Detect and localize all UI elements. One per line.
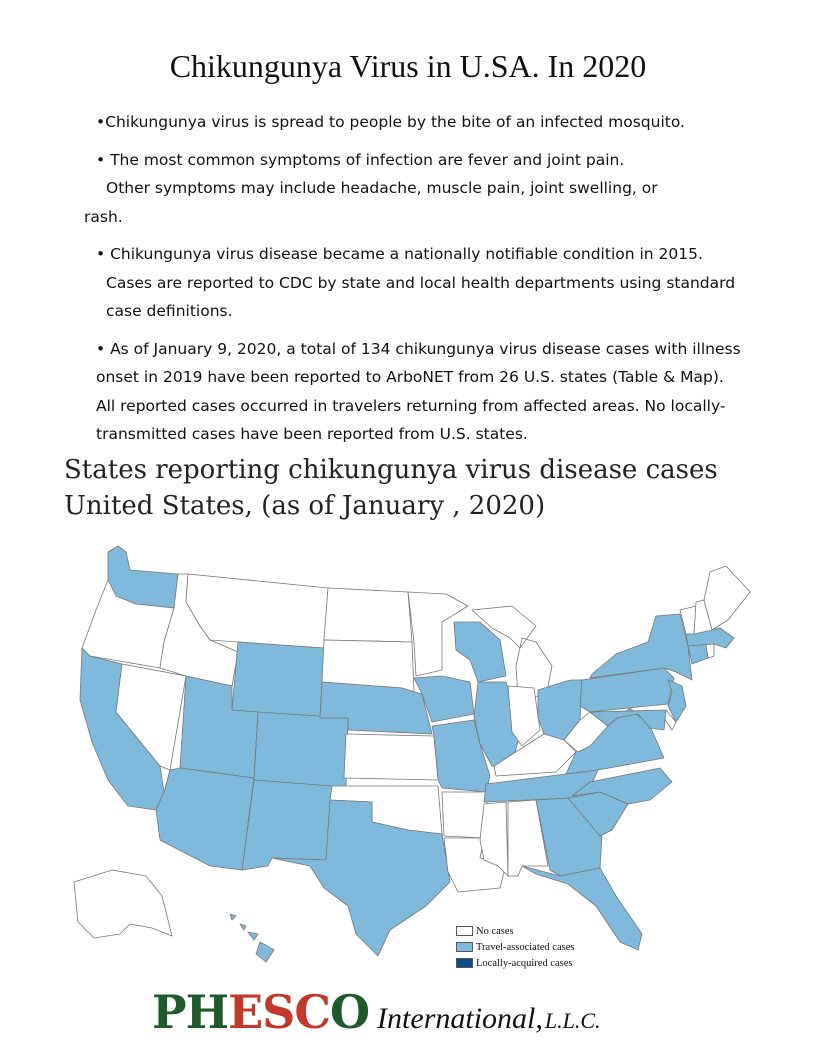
state-montana xyxy=(186,574,328,648)
bullet-line: Other symptoms may include headache, muscle pain, joint swelling, or xyxy=(106,179,658,197)
bullet-item xyxy=(96,335,786,449)
bullet-line: • As of January 9, 2020, a total of 134 chikungunya virus disease cases with illness xyxy=(96,339,741,358)
state-north-dakota xyxy=(324,588,412,642)
state-arizona xyxy=(156,768,254,870)
state-colorado xyxy=(254,712,348,788)
company-logo xyxy=(152,985,601,1039)
logo-wordmark xyxy=(152,985,369,1039)
map-title-line: United States, (as of January , 2020) xyxy=(64,491,546,521)
state-hawaii xyxy=(230,914,274,962)
bullet-item xyxy=(96,108,786,137)
legend-label: No cases xyxy=(476,925,514,937)
bullet-line: onset in 2019 have been reported to ArboNET from 26 U.S. states (Table & Map). xyxy=(96,368,724,386)
map-title xyxy=(64,452,718,524)
logo-esc: ESC xyxy=(228,985,330,1039)
legend-row xyxy=(456,923,574,939)
page-title: Chikungunya Virus in U.SA. In 2020 xyxy=(169,48,647,84)
logo-ph: PH xyxy=(152,985,229,1039)
map-legend xyxy=(456,923,574,971)
bullet-line: rash. xyxy=(84,207,123,226)
bullet-line: • The most common symptoms of infection are fever and joint pain. xyxy=(96,150,625,169)
state-new-york xyxy=(590,614,692,680)
legend-swatch xyxy=(456,958,473,968)
logo-llc: L.L.C. xyxy=(544,1008,601,1033)
bullet-line: transmitted cases have been reported from U.S. states. xyxy=(96,425,528,443)
bullet-line: Cases are reported to CDC by state and local health departments using standard xyxy=(106,273,736,292)
bullet-list xyxy=(84,108,786,458)
legend-label: Locally-acquired cases xyxy=(476,957,573,969)
state-maine xyxy=(704,566,750,630)
bullet-line: • Chikungunya virus disease became a nationally notifiable condition in 2015. xyxy=(96,245,703,263)
state-connecticut xyxy=(688,644,708,664)
legend-row xyxy=(456,955,574,971)
legend-swatch xyxy=(456,926,473,936)
legend-label: Travel-associated cases xyxy=(476,941,575,953)
bullet-item xyxy=(84,146,786,232)
bullet-line: •Chikungunya virus is spread to people by the bite of an infected mosquito. xyxy=(96,113,685,131)
legend-row xyxy=(456,939,574,955)
state-kansas xyxy=(344,734,438,780)
logo-o: O xyxy=(329,985,370,1039)
state-new-mexico xyxy=(242,780,332,870)
map-title-line: States reporting chikungunya virus disease cases xyxy=(64,455,718,485)
legend-swatch xyxy=(456,942,473,952)
bullet-item xyxy=(96,240,786,326)
state-wyoming xyxy=(232,642,324,718)
us-states-map xyxy=(60,530,760,970)
bullet-line: case definitions. xyxy=(106,302,233,320)
state-alaska xyxy=(74,870,172,938)
bullet-line: All reported cases occurred in travelers returning from affected areas. No locally- xyxy=(96,396,726,415)
logo-international: International, xyxy=(377,1002,543,1035)
